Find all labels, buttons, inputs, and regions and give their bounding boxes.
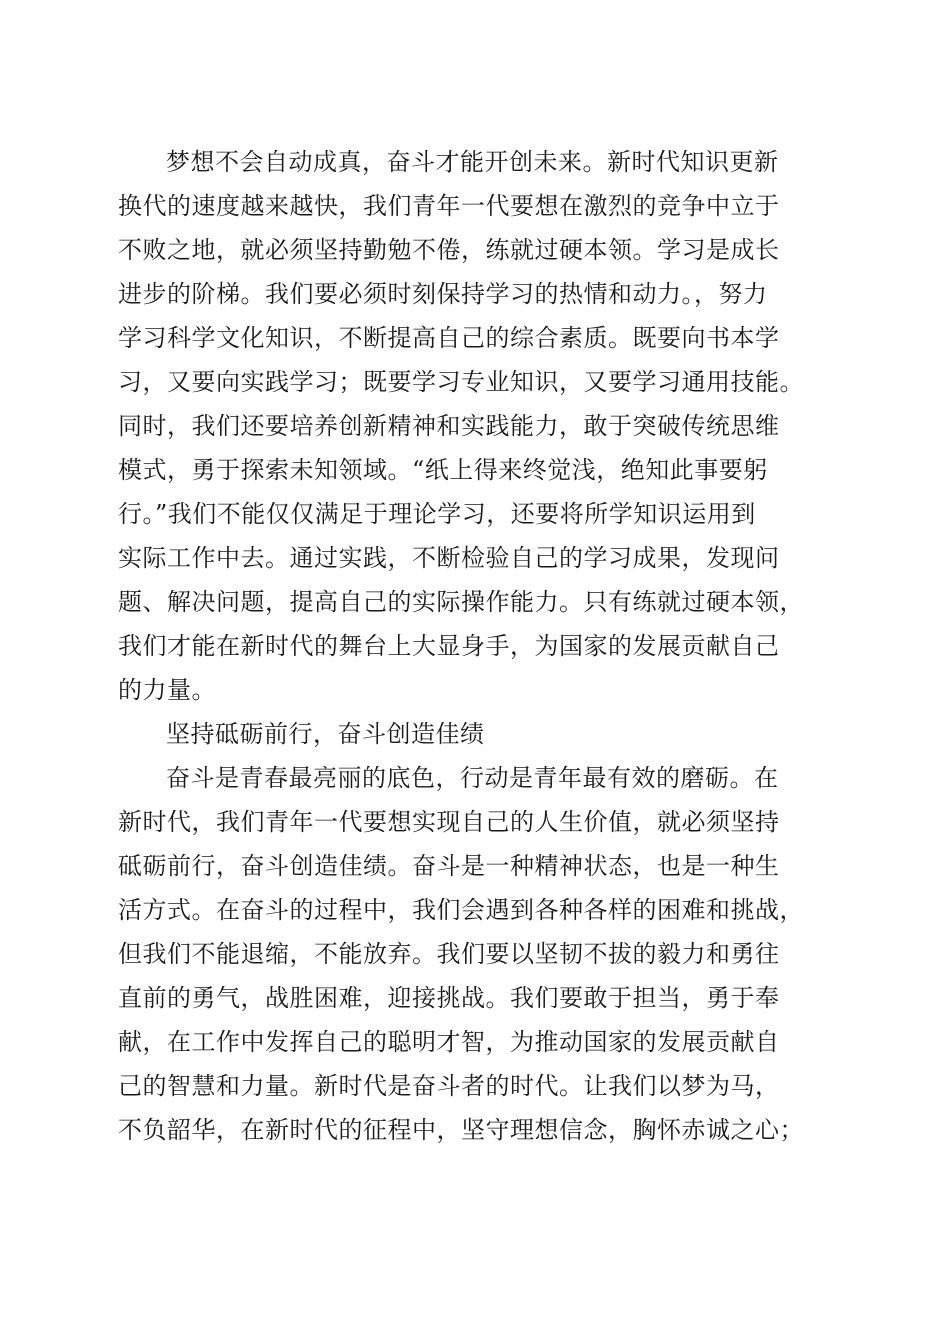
document-body (118, 140, 838, 1152)
section-heading: 坚持砥砺前行，奋斗创造佳绩 (166, 720, 485, 748)
text-line: 同时，我们还要培养创新精神和实践能力，敢于突破传统思维 (118, 412, 780, 440)
text-line: 砥砺前行，奋斗创造佳绩。奋斗是一种精神状态，也是一种生 (118, 852, 780, 880)
text-line: 换代的速度越来越快，我们青年一代要想在激烈的竞争中立于 (118, 192, 780, 220)
text-line: 学习科学文化知识，不断提高自己的综合素质。既要向书本学 (118, 324, 780, 352)
text-line: 新时代，我们青年一代要想实现自己的人生价值，就必须坚持 (118, 808, 780, 836)
text-line: 但我们不能退缩，不能放弃。我们要以坚韧不拔的毅力和勇往 (118, 940, 780, 968)
text-line: 活方式。在奋斗的过程中，我们会遇到各种各样的困难和挑战， (118, 896, 804, 924)
text-line: 实际工作中去。通过实践，不断检验自己的学习成果，发现问 (118, 544, 780, 572)
text-line: 直前的勇气，战胜困难，迎接挑战。我们要敢于担当，勇于奉 (118, 984, 780, 1012)
text-line: 的力量。 (118, 676, 216, 704)
text-line: 习，又要向实践学习；既要学习专业知识，又要学习通用技能。 (118, 368, 804, 396)
text-line: 行。”我们不能仅仅满足于理论学习，还要将所学知识运用到 (118, 500, 756, 528)
text-line: 梦想不会自动成真，奋斗才能开创未来。新时代知识更新 (166, 148, 779, 176)
text-line: 我们才能在新时代的舞台上大显身手，为国家的发展贡献自己 (118, 632, 780, 660)
text-line: 模式，勇于探索未知领域。“纸上得来终觉浅，绝知此事要躬 (118, 456, 768, 484)
text-line: 题、解决问题，提高自己的实际操作能力。只有练就过硬本领， (118, 588, 804, 616)
text-line: 献，在工作中发挥自己的聪明才智，为推动国家的发展贡献自 (118, 1028, 780, 1056)
text-line: 不败之地，就必须坚持勤勉不倦，练就过硬本领。学习是成长 (118, 236, 780, 264)
text-line: 己的智慧和力量。新时代是奋斗者的时代。让我们以梦为马， (118, 1072, 780, 1100)
text-line: 不负韶华，在新时代的征程中，坚守理想信念，胸怀赤诚之心； (118, 1116, 804, 1144)
text-line: 奋斗是青春最亮丽的底色，行动是青年最有效的磨砺。在 (166, 764, 779, 792)
text-line: 进步的阶梯。我们要必须时刻保持学习的热情和动力。，努力 (118, 280, 768, 308)
